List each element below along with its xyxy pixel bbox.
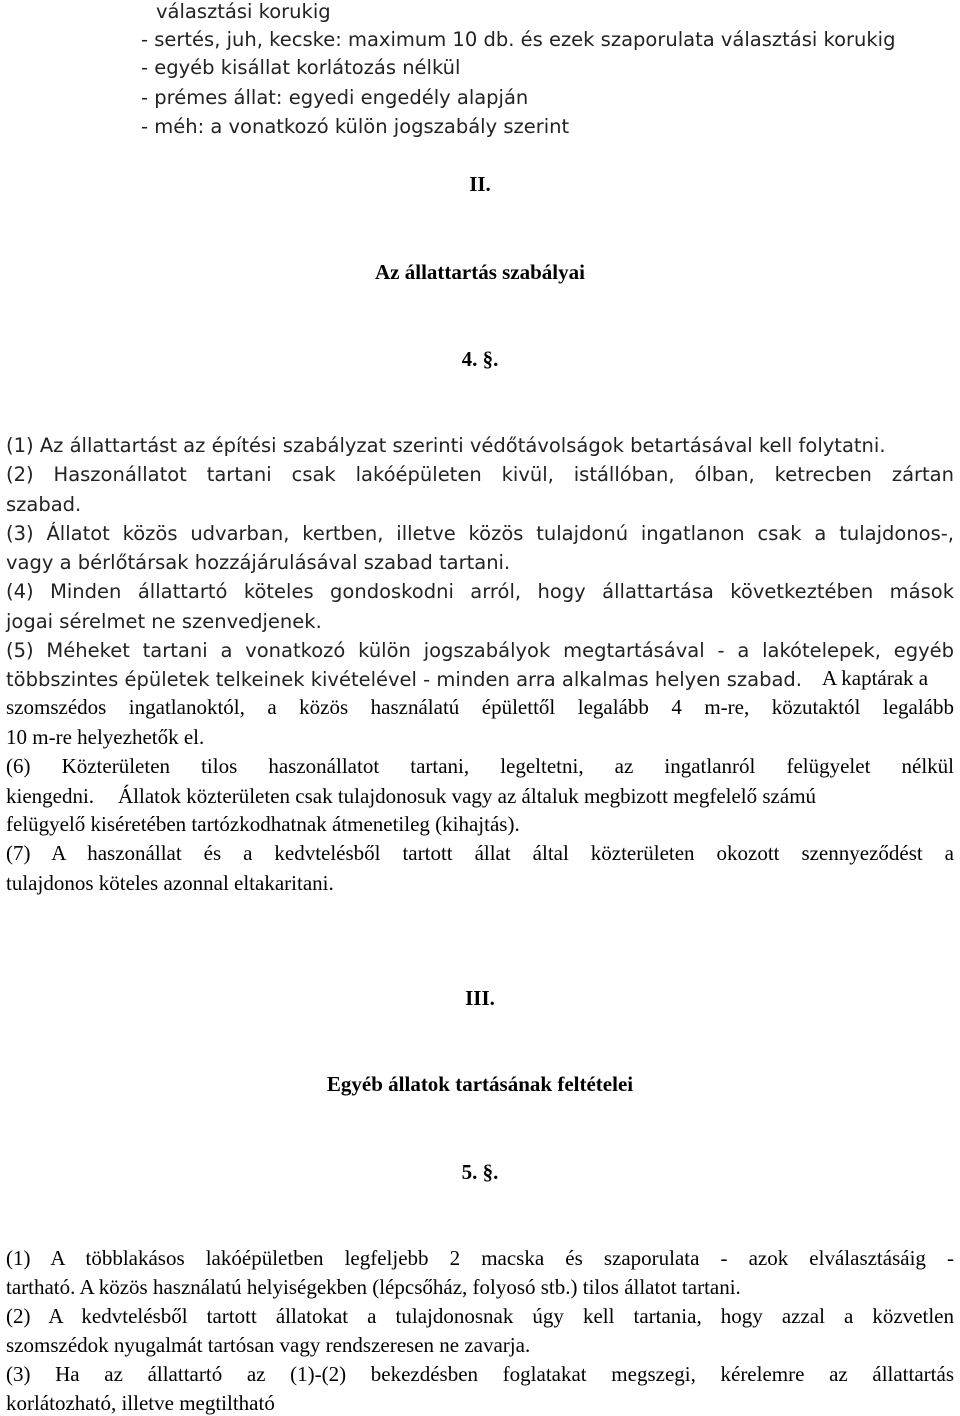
body-line: (6) Közterületen tilos haszonállatot tartani, legeltetni, az ingatlanról felügyelet nélkül: [6, 754, 954, 778]
body-line: (5) Méheket tartani a vonatkozó külön jogszabályok megtartásával - a lakótelepek, egyéb: [6, 639, 954, 662]
paragraph-number: 4. §.: [461, 347, 499, 371]
body-line: felügyelő kiséretében tartózkodhatnak átmenetileg (kihajtás).: [6, 812, 520, 836]
body-line: (1) Az állattartást az építési szabályzat szerinti védőtávolságok betartásával kell folytatni.: [6, 434, 886, 457]
body-line: (2) Haszonállatot tartani csak lakóépületen kivül, istállóban, ólban, ketrecben zártan: [6, 463, 954, 486]
list-item: választási korukig: [156, 0, 331, 23]
body-line: tartható. A közös használatú helyiségekben (lépcsőház, folyosó stb.) tilos állatot tartani.: [6, 1275, 741, 1299]
body-line: többszintes épületek telkeinek kivételével - minden arra alkalmas helyen szabad.: [6, 668, 802, 691]
body-line: (7) A haszonállat és a kedvtelésből tartott állat által közterületen okozott szennyeződést a: [6, 841, 954, 865]
body-line: (2) A kedvtelésből tartott állatokat a tulajdonosnak úgy kell tartania, hogy azzal a közvetlen: [6, 1304, 954, 1328]
list-item: - sertés, juh, kecske: maximum 10 db. és ezek szaporulata választási korukig: [141, 28, 896, 51]
body-line: szabad.: [6, 493, 82, 516]
body-line: korlátozható, illetve megtiltható: [6, 1391, 275, 1415]
body-line: jogai sérelmet ne szenvedjenek.: [6, 610, 322, 633]
body-line: (1) A többlakásos lakóépületben legfeljebb 2 macska és szaporulata - azok elválasztásáig -: [6, 1246, 954, 1270]
body-line: tulajdonos köteles azonnal eltakaritani.: [6, 871, 334, 895]
body-line: Állatok közterületen csak tulajdonosuk vagy az általuk megbizott megfelelő számú: [118, 784, 817, 808]
list-item: - méh: a vonatkozó külön jogszabály szerint: [141, 115, 570, 138]
body-line: (3) Ha az állattartó az (1)-(2) bekezdésben foglatakat megszegi, kérelemre az állattartás: [6, 1362, 954, 1386]
body-line: kiengedni.: [6, 784, 95, 808]
body-line: (4) Minden állattartó köteles gondoskodni arról, hogy állattartása következtében mások: [6, 580, 954, 603]
body-line: szomszédos ingatlanoktól, a közös használatú épülettől legalább 4 m-re, közutaktól legalább: [6, 695, 954, 719]
section-numeral: II.: [469, 172, 491, 196]
section-title: Egyéb állatok tartásának feltételei: [326, 1072, 634, 1096]
body-line: vagy a bérlőtársak hozzájárulásával szabad tartani.: [6, 551, 511, 574]
list-item: - egyéb kisállat korlátozás nélkül: [141, 56, 461, 79]
section-title: Az állattartás szabályai: [375, 260, 585, 284]
body-line: (3) Állatot közös udvarban, kertben, illetve közös tulajdonú ingatlanon csak a tulajdonos-,: [6, 522, 954, 545]
list-item: - prémes állat: egyedi engedély alapján: [141, 86, 529, 109]
body-line: A kaptárak a: [822, 666, 929, 690]
section-numeral: III.: [465, 986, 495, 1010]
paragraph-number: 5. §.: [461, 1160, 499, 1184]
body-line: szomszédok nyugalmát tartósan vagy rendszeresen ne zavarja.: [6, 1333, 531, 1357]
body-line: 10 m-re helyezhetők el.: [6, 725, 205, 749]
